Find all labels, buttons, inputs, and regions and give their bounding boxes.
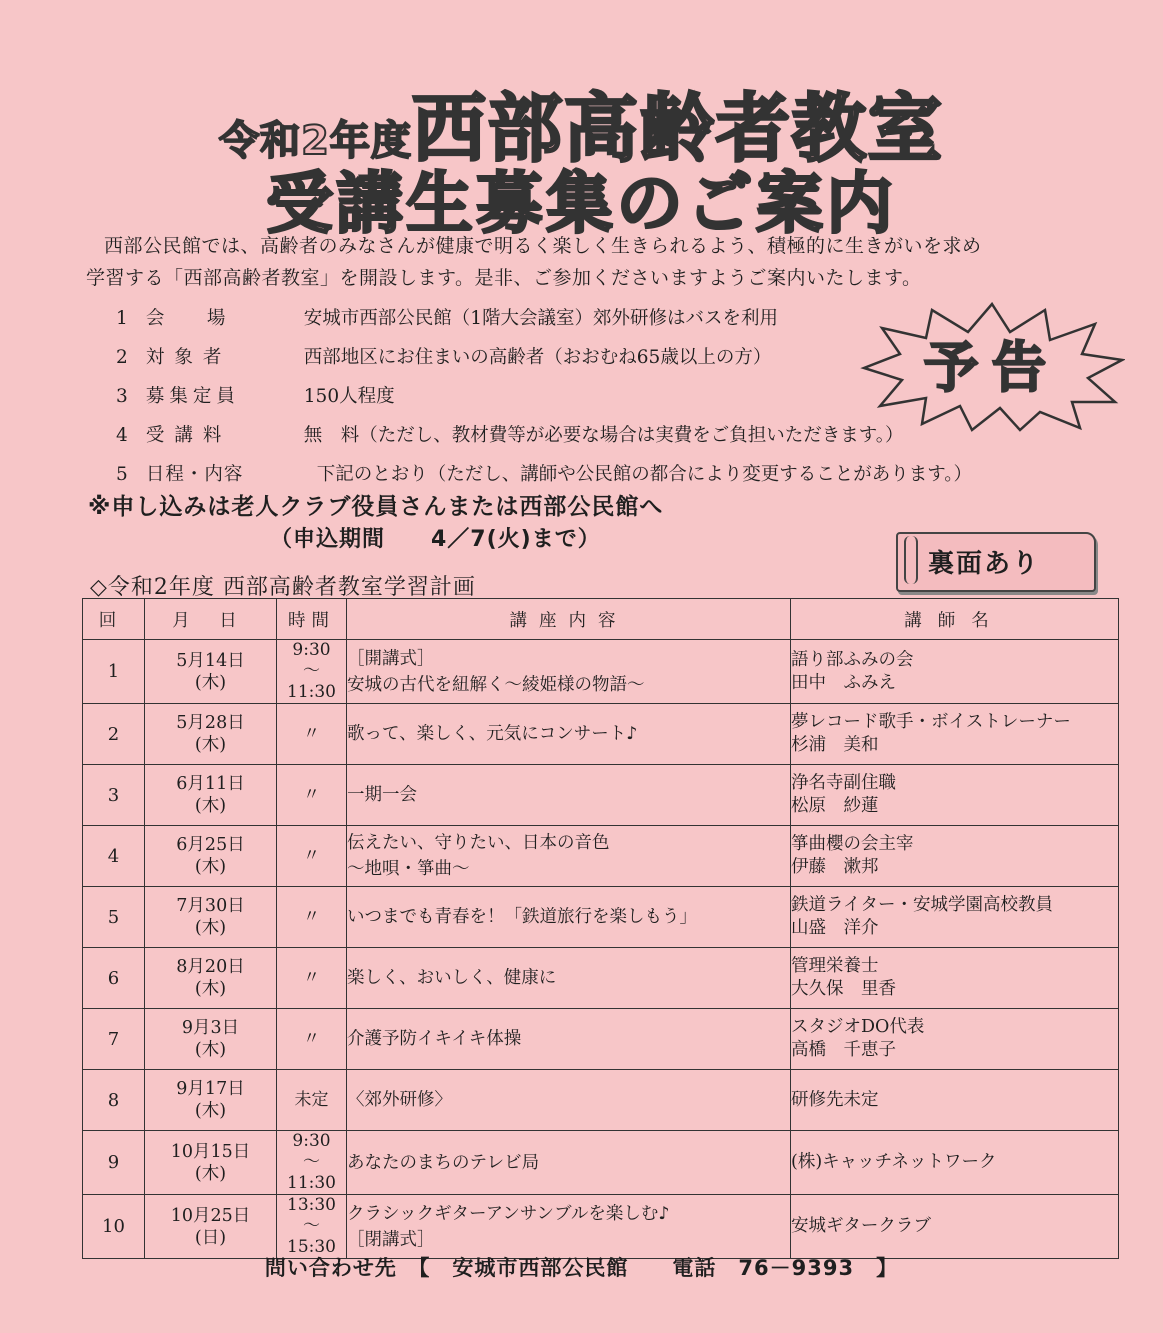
table-row [83,1131,1119,1195]
header-lecturer: 講師名 [791,599,1119,640]
plan-heading: ◇令和2年度 西部高齢者教室学習計画 [90,575,476,600]
info-item-value: 無 料（ただし、教材費等が必要な場合は実費をご負担いただきます。） [303,425,904,446]
cell-date-line: (日) [194,1227,227,1248]
cell-time-line: 11:30 [287,1173,336,1193]
cell-time [277,1009,347,1070]
cell-session-no-line: 5 [107,906,120,928]
cell-session-no-line: 10 [102,1216,125,1237]
cell-lecturer [791,765,1119,826]
cell-lecturer [791,1009,1119,1070]
cell-session-no [83,948,145,1009]
cell-session-no-line: 6 [107,967,120,989]
cell-content-line: いつまでも青春を！「鉄道旅行を楽しもう」 [347,907,697,927]
cell-session-no [83,826,145,887]
cell-date [145,640,277,704]
cell-date-line: (木) [194,672,227,693]
intro-line-2: 学習する「西部高齢者教室」を開設します。是非、ご参加くださいますようご案内いたします。 [86,267,922,289]
cell-date-line: (木) [194,918,227,938]
cell-date [145,1009,277,1070]
cell-lecturer [791,640,1119,704]
info-item-value: 西部地区にお住まいの高齢者（おおむね65歳以上の方） [303,347,772,368]
info-item-label: 対象者 [145,347,232,368]
cell-lecturer-line: 松原 紗蓮 [791,796,879,816]
cell-lecturer-line: 高橋 千恵子 [791,1040,896,1060]
table-row [83,826,1119,887]
cell-time-line: 9:30 [292,1131,331,1151]
cell-lecturer [791,887,1119,948]
cell-date [145,1131,277,1195]
cell-lecturer [791,1195,1119,1259]
info-item-label: 日程・内容 [145,464,244,485]
info-item-label: 会 場 [145,308,238,329]
info-item-number: 3 [116,386,128,407]
cell-session-no [83,640,145,704]
cell-lecturer [791,948,1119,1009]
cell-lecturer-line: スタジオDO代表 [791,1017,925,1037]
table-row [83,1070,1119,1131]
cell-lecturer-line: 鉄道ライター・安城学園高校教員 [791,895,1053,915]
cell-content-line: 歌って、楽しく、元気にコンサート♪ [347,724,638,744]
table-row [83,887,1119,948]
contact-info: 問い合わせ先 【 安城市西部公民館 電話 76－9393 】 [264,1256,899,1280]
title-sub: 受講生募集のご案内 [266,165,897,242]
table-row [83,1195,1119,1259]
cell-time-line: 〃 [303,906,320,927]
cell-content [347,1070,791,1131]
cell-date-line: 10月25日 [170,1205,251,1226]
cell-lecturer-line: 箏曲櫻の会主宰 [791,834,914,854]
header-no: 回 [83,599,145,640]
cell-time-line: 〃 [303,967,320,988]
cell-date [145,765,277,826]
info-item-number: 5 [116,464,128,485]
cell-date [145,887,277,948]
cell-time-line: 15:30 [287,1237,336,1257]
cell-session-no-line: 2 [107,723,120,745]
cell-content [347,765,791,826]
cell-time-line: 13:30 [287,1195,336,1215]
cell-session-no-line: 4 [107,845,120,867]
cell-lecturer-line: 山盛 洋介 [791,918,879,938]
cell-date-line: 5月14日 [176,650,245,671]
info-item-value: 150人程度 [303,386,395,407]
cell-lecturer-line: 安城ギタークラブ [791,1216,931,1236]
cell-session-no [83,704,145,765]
cell-time-line: 未定 [294,1089,329,1110]
cell-session-no-line: 3 [107,784,120,806]
cell-session-no [83,765,145,826]
info-item-number: 4 [116,425,128,446]
apply-period: （申込期間 4／7(火)まで） [270,527,601,552]
info-item-value: 安城市西部公民館（1階大会議室）郊外研修はバスを利用 [303,308,779,329]
info-item-number: 1 [116,308,128,329]
cell-time [277,948,347,1009]
cell-content-line: ～地唄・箏曲～ [347,859,470,879]
cell-content [347,948,791,1009]
intro-text [86,230,1096,294]
cell-time [277,826,347,887]
cell-session-no [83,1009,145,1070]
cell-date-line: 9月3日 [181,1018,240,1038]
title-main: 西部高齢者教室 [411,86,944,172]
cell-session-no-line: 7 [107,1028,120,1050]
cell-date [145,1195,277,1259]
cell-time-line: 9:30 [292,640,331,660]
scroll-curl-icon [904,536,918,584]
cell-content [347,704,791,765]
reverse-side-banner [896,532,1096,592]
cell-time-line: ～ [303,1152,320,1172]
cell-time [277,640,347,704]
cell-session-no-line: 8 [107,1089,120,1111]
cell-date-line: (木) [194,796,227,816]
table-row [83,765,1119,826]
cell-time-line: 〃 [303,1028,320,1049]
cell-content-line: 介護予防イキイキ体操 [347,1029,522,1049]
cell-date-line: 8月20日 [176,957,245,977]
cell-content [347,1131,791,1195]
header-date: 月 日 [145,599,277,640]
cell-lecturer [791,1131,1119,1195]
cell-date-line: 10月15日 [170,1141,251,1162]
cell-date-line: (木) [194,857,227,877]
cell-lecturer-line: 浄名寺副住職 [791,773,896,793]
cell-session-no-line: 9 [107,1152,120,1173]
reverse-side-note: 裏面あり [928,549,1041,579]
cell-session-no [83,1070,145,1131]
cell-time-line: 〃 [303,723,320,744]
cell-content [347,826,791,887]
cell-date [145,704,277,765]
table-header-row [83,599,1119,640]
cell-time-line: 〃 [303,784,320,805]
cell-content [347,1009,791,1070]
cell-lecturer-line: 伊藤 漱邦 [791,857,879,877]
info-item-value: 下記のとおり（ただし、講師や公民館の都合により変更することがあります。） [316,464,973,485]
cell-content-line: ［閉講式］ [347,1229,435,1250]
header-time: 時間 [277,599,347,640]
cell-session-no-line: 1 [107,661,120,682]
table-row [83,948,1119,1009]
header-content: 講座内容 [347,599,791,640]
cell-lecturer-line: 語り部ふみの会 [791,649,914,670]
schedule-body [83,640,1119,1259]
cell-date-line: 7月30日 [176,896,245,916]
cell-date [145,948,277,1009]
cell-time-line: ～ [303,661,320,681]
cell-lecturer-line: 田中 ふみえ [791,672,896,693]
cell-content-line: 安城の古代を紐解く～綾姫様の物語～ [347,674,645,695]
cell-content-line: 楽しく、おいしく、健康に [347,968,557,988]
table-row [83,640,1119,704]
title-year: 令和2年度 [219,118,412,164]
cell-lecturer-line: (株)キャッチネットワーク [791,1152,997,1172]
notice-badge-text: 予告 [924,336,1060,399]
cell-date-line: (木) [194,735,227,755]
apply-notice: ※申し込みは老人クラブ役員さんまたは西部公民館へ [88,494,664,520]
info-item-number: 2 [116,347,128,368]
cell-lecturer-line: 管理栄養士 [791,956,879,976]
cell-time-line: ～ [303,1216,320,1236]
cell-date-line: (木) [194,979,227,999]
cell-lecturer-line: 杉浦 美和 [791,735,879,755]
cell-time [277,1131,347,1195]
cell-date-line: 9月17日 [176,1079,245,1099]
schedule-table [82,598,1119,1259]
cell-date-line: (木) [194,1040,227,1060]
cell-content-line: クラシックギターアンサンブルを楽しむ♪ [347,1203,670,1224]
intro-line-1: 西部公民館では、高齢者のみなさんが健康で明るく楽しく生きられるよう、積極的に生きがいを求め [104,235,982,257]
cell-date-line: (木) [194,1101,227,1121]
cell-date-line: 6月11日 [176,774,245,794]
cell-date [145,826,277,887]
cell-content-line: 一期一会 [347,785,417,805]
table-row [83,704,1119,765]
info-item-label: 募集定員 [145,386,240,407]
cell-content [347,1195,791,1259]
cell-content-line: あなたのまちのテレビ局 [347,1152,540,1173]
cell-lecturer [791,704,1119,765]
cell-time [277,765,347,826]
cell-session-no [83,1131,145,1195]
cell-content-line: 〈郊外研修〉 [347,1090,452,1110]
cell-time [277,704,347,765]
cell-time [277,1070,347,1131]
cell-lecturer-line: 夢レコード歌手・ボイストレーナー [791,712,1071,732]
cell-time-line: 〃 [303,845,320,866]
cell-lecturer-line: 大久保 里香 [791,979,896,999]
cell-lecturer [791,826,1119,887]
cell-session-no [83,1195,145,1259]
cell-session-no [83,887,145,948]
cell-date-line: 6月25日 [176,835,245,855]
cell-time [277,887,347,948]
cell-lecturer [791,1070,1119,1131]
cell-time [277,1195,347,1259]
cell-content-line: ［開講式］ [347,648,435,669]
cell-date [145,1070,277,1131]
cell-content [347,640,791,704]
cell-date-line: 5月28日 [176,713,245,733]
cell-date-line: (木) [194,1163,227,1184]
cell-time-line: 11:30 [287,682,336,702]
cell-content-line: 伝えたい、守りたい、日本の音色 [347,833,610,853]
table-row [83,1009,1119,1070]
cell-lecturer-line: 研修先未定 [791,1089,879,1110]
cell-content [347,887,791,948]
info-item-label: 受講料 [145,425,232,446]
notice-burst [860,302,1125,432]
